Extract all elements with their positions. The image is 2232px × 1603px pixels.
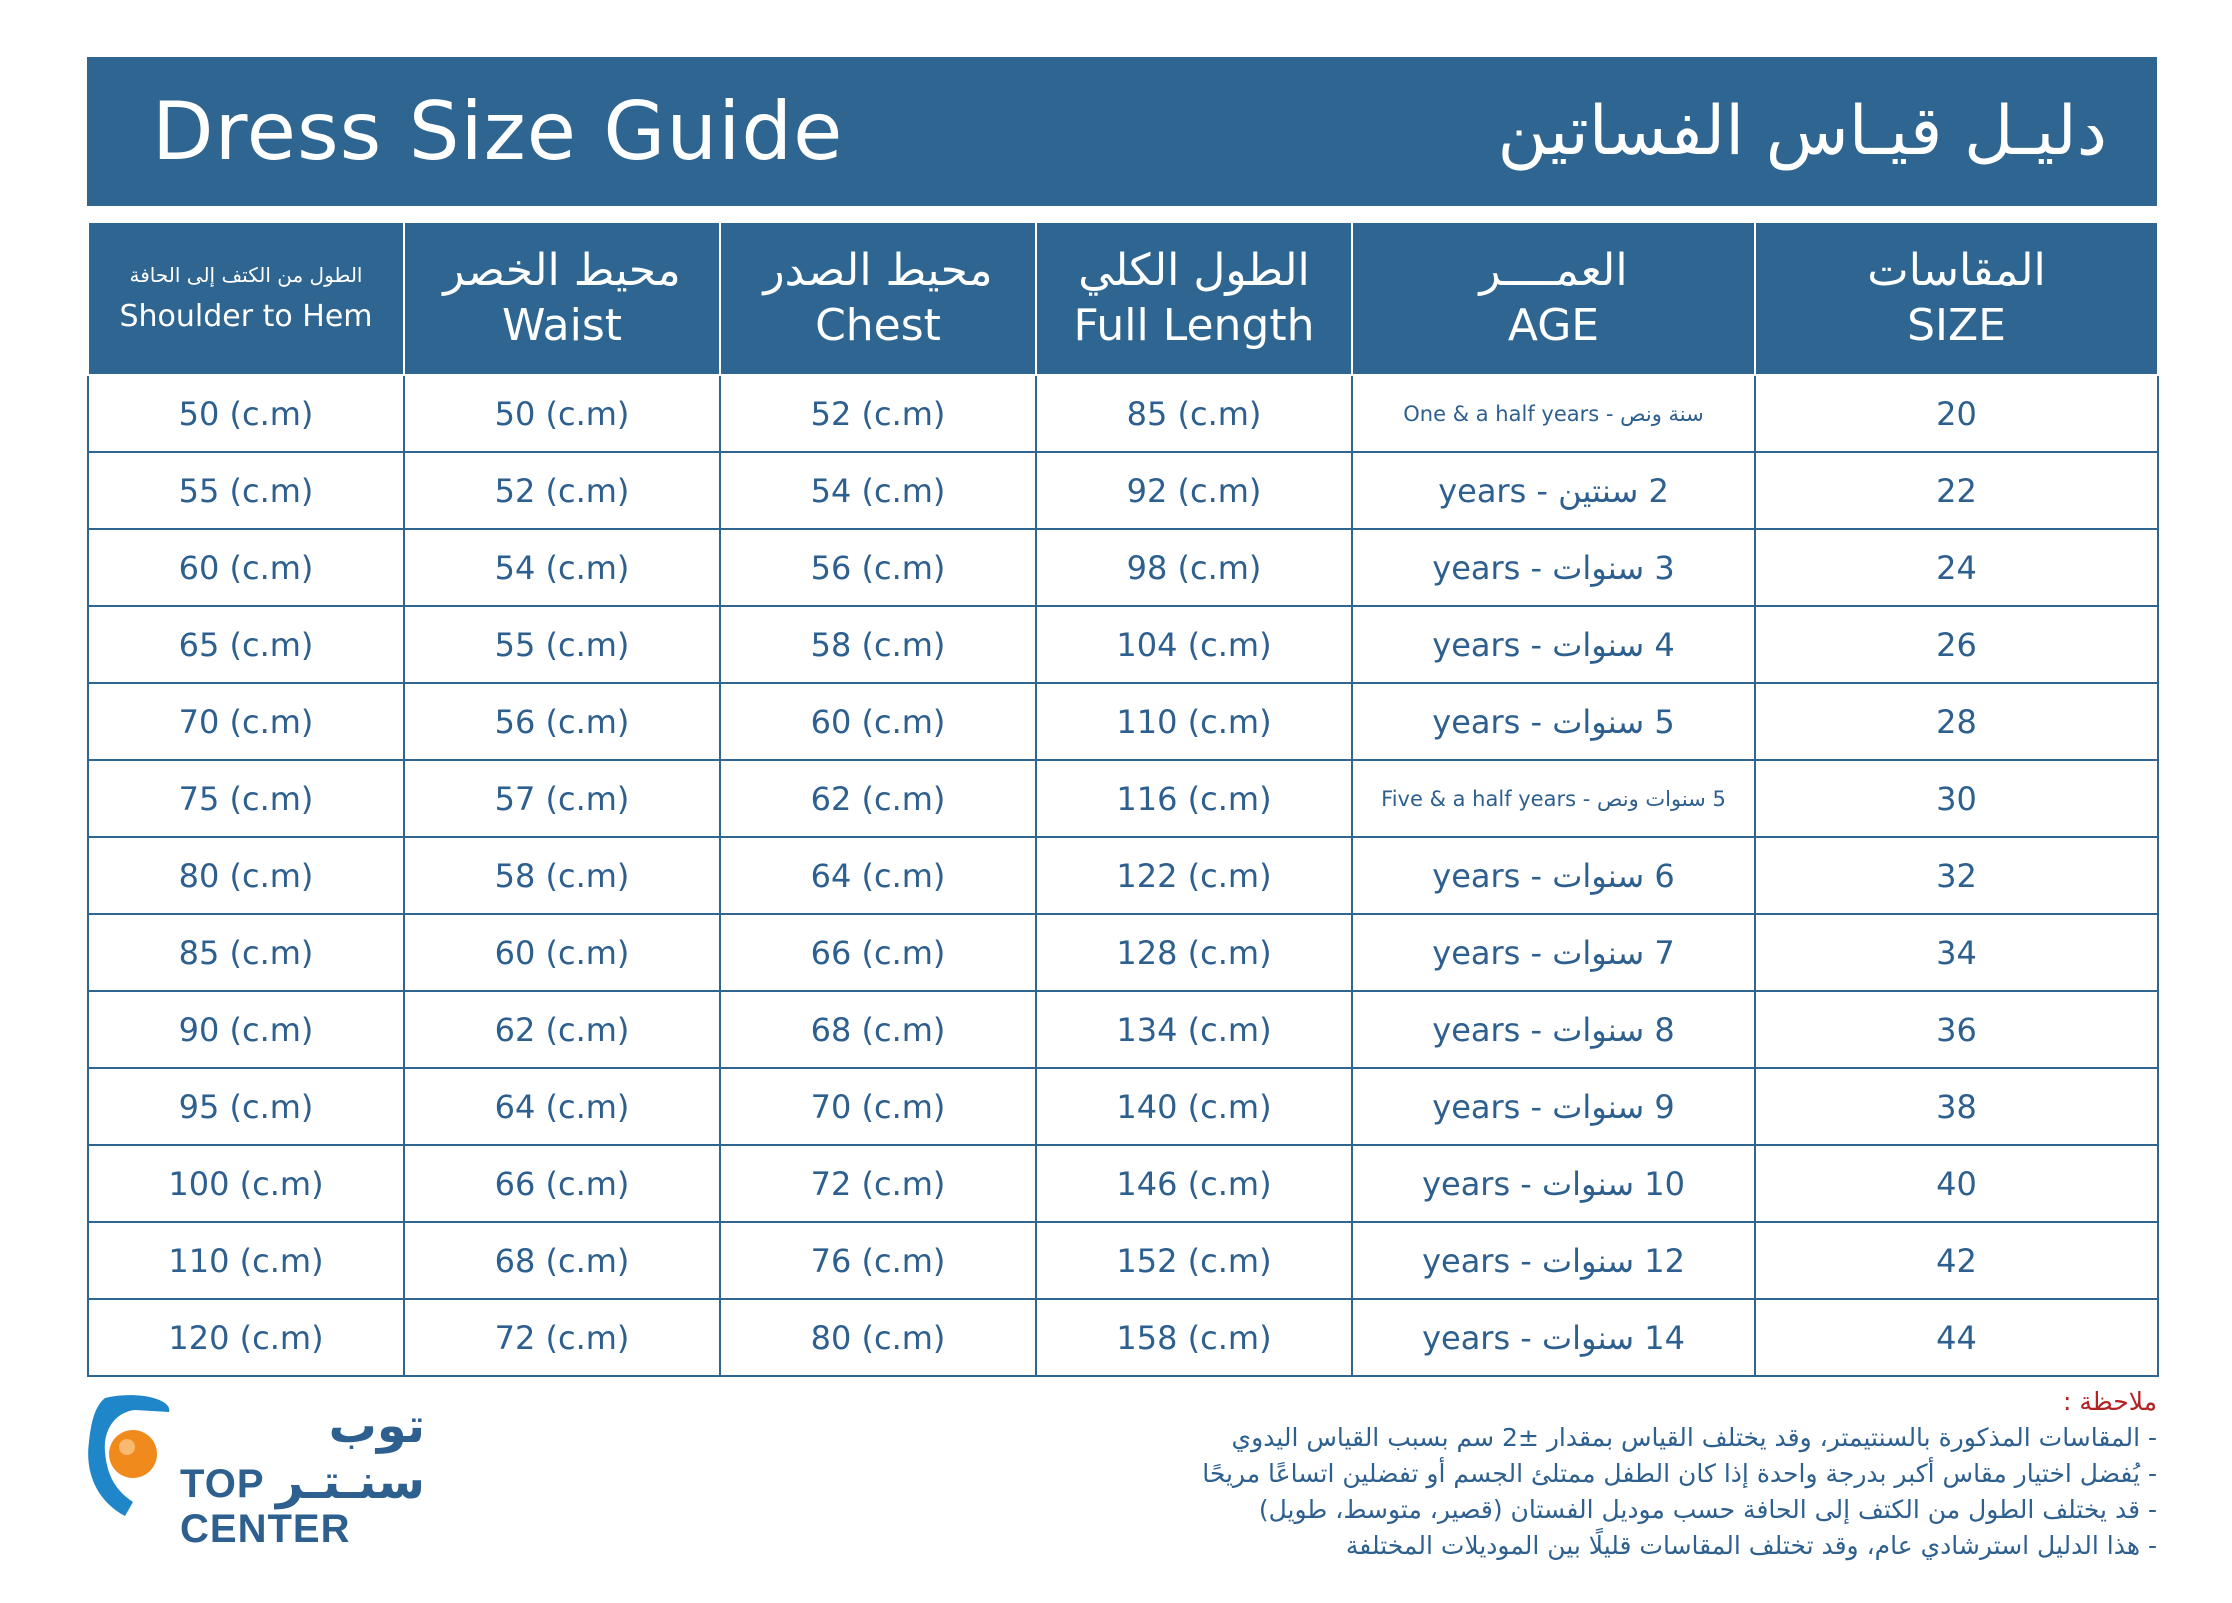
notes-section (957, 1384, 2157, 1564)
note-line: - يُفضل اختيار مقاس أكبر بدرجة واحدة إذا كان الطفل ممتلئ الجسم أو تفضلين اتساعًا مريحًا (1202, 1459, 2157, 1488)
cell-age (1352, 1222, 1755, 1299)
cell-shoulder-to-hem: 50 (c.m) (88, 375, 404, 452)
cell-age-en: One & a half years - (1403, 401, 1614, 426)
cell-full-length: 152 (c.m) (1036, 1222, 1352, 1299)
cell-size: 44 (1755, 1299, 2158, 1376)
cell-size: 24 (1755, 529, 2158, 606)
header-waist-ar: محيط الخصر (443, 245, 681, 297)
cell-age-ar: 9 سنوات (1552, 1087, 1675, 1126)
table-row (88, 529, 2158, 606)
table-row (88, 837, 2158, 914)
cell-shoulder-to-hem: 95 (c.m) (88, 1068, 404, 1145)
cell-size: 32 (1755, 837, 2158, 914)
cell-age (1352, 914, 1755, 991)
header-size-ar: المقاسات (1867, 245, 2046, 297)
header-age-en: AGE (1507, 299, 1600, 351)
cell-age-ar: 7 سنوات (1552, 933, 1675, 972)
header-length-en: Full Length (1073, 299, 1315, 351)
cell-age (1352, 606, 1755, 683)
cell-waist: 66 (c.m) (404, 1145, 720, 1222)
notes-title: ملاحظة : (2062, 1387, 2157, 1416)
header-waist-en: Waist (501, 299, 623, 351)
logo-name-ar: توب سنـتـر (275, 1398, 425, 1510)
cell-age-ar: 5 سنوات (1552, 702, 1675, 741)
cell-chest: 80 (c.m) (720, 1299, 1036, 1376)
size-table (87, 221, 2159, 1377)
cell-waist: 64 (c.m) (404, 1068, 720, 1145)
header-age-ar: العمــــر (1479, 245, 1628, 297)
cell-size: 38 (1755, 1068, 2158, 1145)
cell-age (1352, 837, 1755, 914)
table-row (88, 1145, 2158, 1222)
cell-full-length: 104 (c.m) (1036, 606, 1352, 683)
cell-age (1352, 1068, 1755, 1145)
table-row (88, 1068, 2158, 1145)
table-row (88, 1299, 2158, 1376)
cell-age-ar: 10 سنوات (1542, 1164, 1685, 1203)
page-title-ar: دليـل قيـاس الفساتين (1497, 92, 2107, 171)
cell-full-length: 122 (c.m) (1036, 837, 1352, 914)
cell-age-en: years - (1432, 702, 1543, 741)
cell-waist: 50 (c.m) (404, 375, 720, 452)
cell-shoulder-to-hem: 70 (c.m) (88, 683, 404, 760)
table-row (88, 991, 2158, 1068)
cell-size: 36 (1755, 991, 2158, 1068)
cell-waist: 58 (c.m) (404, 837, 720, 914)
cell-age-en: years - (1432, 856, 1543, 895)
note-line: - هذا الدليل استرشادي عام، وقد تختلف المقاسات قليلًا بين الموديلات المختلفة (1345, 1531, 2157, 1560)
cell-full-length: 128 (c.m) (1036, 914, 1352, 991)
cell-age-en: years - (1438, 471, 1548, 510)
cell-waist: 57 (c.m) (404, 760, 720, 837)
header-chest-ar: محيط الصدر (763, 245, 993, 297)
cell-age-ar: 6 سنوات (1552, 856, 1675, 895)
cell-full-length: 146 (c.m) (1036, 1145, 1352, 1222)
cell-age-ar: 3 سنوات (1552, 548, 1675, 587)
cell-chest: 52 (c.m) (720, 375, 1036, 452)
top-center-logo (85, 1390, 425, 1551)
table-row (88, 375, 2158, 452)
cell-waist: 62 (c.m) (404, 991, 720, 1068)
cell-age-en: Five & a half years - (1381, 786, 1591, 811)
cell-shoulder-to-hem: 100 (c.m) (88, 1145, 404, 1222)
header-chest (720, 222, 1036, 375)
header-chest-en: Chest (815, 299, 941, 351)
cell-size: 20 (1755, 375, 2158, 452)
table-row (88, 683, 2158, 760)
cell-waist: 52 (c.m) (404, 452, 720, 529)
cell-waist: 60 (c.m) (404, 914, 720, 991)
cell-full-length: 140 (c.m) (1036, 1068, 1352, 1145)
cell-waist: 56 (c.m) (404, 683, 720, 760)
page-title-en: Dress Size Guide (152, 85, 844, 178)
cell-full-length: 85 (c.m) (1036, 375, 1352, 452)
cell-age (1352, 991, 1755, 1068)
cell-age (1352, 1145, 1755, 1222)
table-row (88, 606, 2158, 683)
cell-waist: 55 (c.m) (404, 606, 720, 683)
cell-size: 28 (1755, 683, 2158, 760)
cell-chest: 64 (c.m) (720, 837, 1036, 914)
logo-mark-icon (85, 1390, 175, 1520)
header-waist (404, 222, 720, 375)
cell-size: 26 (1755, 606, 2158, 683)
cell-full-length: 134 (c.m) (1036, 991, 1352, 1068)
cell-chest: 66 (c.m) (720, 914, 1036, 991)
cell-waist: 72 (c.m) (404, 1299, 720, 1376)
cell-age-en: years - (1432, 548, 1543, 587)
cell-shoulder-to-hem: 110 (c.m) (88, 1222, 404, 1299)
cell-age-en: years - (1432, 933, 1543, 972)
cell-size: 34 (1755, 914, 2158, 991)
header-age (1352, 222, 1755, 375)
logo-name-en: TOP CENTER (180, 1462, 351, 1551)
cell-waist: 54 (c.m) (404, 529, 720, 606)
header-length-ar: الطول الكلي (1078, 245, 1310, 297)
table-row (88, 914, 2158, 991)
cell-age-en: years - (1432, 625, 1543, 664)
cell-age-ar: 2 سنتين (1558, 471, 1669, 510)
header-shoulder-to-hem (88, 222, 404, 375)
cell-age-ar: 4 سنوات (1552, 625, 1675, 664)
cell-size: 42 (1755, 1222, 2158, 1299)
cell-age (1352, 375, 1755, 452)
cell-shoulder-to-hem: 80 (c.m) (88, 837, 404, 914)
cell-age-en: years - (1432, 1087, 1543, 1126)
header-shoulder-ar: الطول من الكتف إلى الحافة (129, 263, 363, 287)
cell-age-ar: 8 سنوات (1552, 1010, 1675, 1049)
cell-chest: 62 (c.m) (720, 760, 1036, 837)
note-line: - قد يختلف الطول من الكتف إلى الحافة حسب موديل الفستان (قصير، متوسط، طويل) (1258, 1495, 2157, 1524)
title-banner (87, 57, 2157, 206)
header-full-length (1036, 222, 1352, 375)
cell-age-en: years - (1432, 1010, 1543, 1049)
cell-full-length: 110 (c.m) (1036, 683, 1352, 760)
cell-shoulder-to-hem: 120 (c.m) (88, 1299, 404, 1376)
header-size (1755, 222, 2158, 375)
table-header-row (88, 222, 2158, 375)
cell-size: 40 (1755, 1145, 2158, 1222)
cell-chest: 72 (c.m) (720, 1145, 1036, 1222)
cell-age (1352, 452, 1755, 529)
cell-size: 30 (1755, 760, 2158, 837)
cell-size: 22 (1755, 452, 2158, 529)
cell-age-ar: 5 سنوات ونص (1597, 786, 1726, 811)
cell-age-ar: 14 سنوات (1542, 1318, 1685, 1357)
note-line: - المقاسات المذكورة بالسنتيمتر، وقد يختلف القياس بمقدار ±2 سم بسبب القياس اليدوي (1231, 1423, 2157, 1452)
header-size-en: SIZE (1907, 299, 2006, 351)
cell-full-length: 116 (c.m) (1036, 760, 1352, 837)
cell-age-en: years - (1422, 1241, 1532, 1280)
table-row (88, 452, 2158, 529)
cell-age-en: years - (1422, 1164, 1532, 1203)
cell-shoulder-to-hem: 55 (c.m) (88, 452, 404, 529)
cell-age-ar: 12 سنوات (1542, 1241, 1685, 1280)
cell-full-length: 98 (c.m) (1036, 529, 1352, 606)
cell-shoulder-to-hem: 60 (c.m) (88, 529, 404, 606)
cell-age (1352, 529, 1755, 606)
cell-full-length: 158 (c.m) (1036, 1299, 1352, 1376)
cell-chest: 76 (c.m) (720, 1222, 1036, 1299)
cell-chest: 70 (c.m) (720, 1068, 1036, 1145)
cell-age (1352, 1299, 1755, 1376)
table-row (88, 1222, 2158, 1299)
cell-chest: 60 (c.m) (720, 683, 1036, 760)
cell-age-ar: سنة ونص (1620, 401, 1704, 426)
cell-chest: 58 (c.m) (720, 606, 1036, 683)
table-body (88, 375, 2158, 1376)
cell-age (1352, 760, 1755, 837)
cell-shoulder-to-hem: 75 (c.m) (88, 760, 404, 837)
cell-shoulder-to-hem: 90 (c.m) (88, 991, 404, 1068)
cell-full-length: 92 (c.m) (1036, 452, 1352, 529)
cell-age (1352, 683, 1755, 760)
header-shoulder-en: Shoulder to Hem (119, 299, 373, 334)
cell-age-en: years - (1422, 1318, 1532, 1357)
table-row (88, 760, 2158, 837)
cell-chest: 68 (c.m) (720, 991, 1036, 1068)
cell-shoulder-to-hem: 65 (c.m) (88, 606, 404, 683)
cell-waist: 68 (c.m) (404, 1222, 720, 1299)
cell-shoulder-to-hem: 85 (c.m) (88, 914, 404, 991)
cell-chest: 54 (c.m) (720, 452, 1036, 529)
cell-chest: 56 (c.m) (720, 529, 1036, 606)
